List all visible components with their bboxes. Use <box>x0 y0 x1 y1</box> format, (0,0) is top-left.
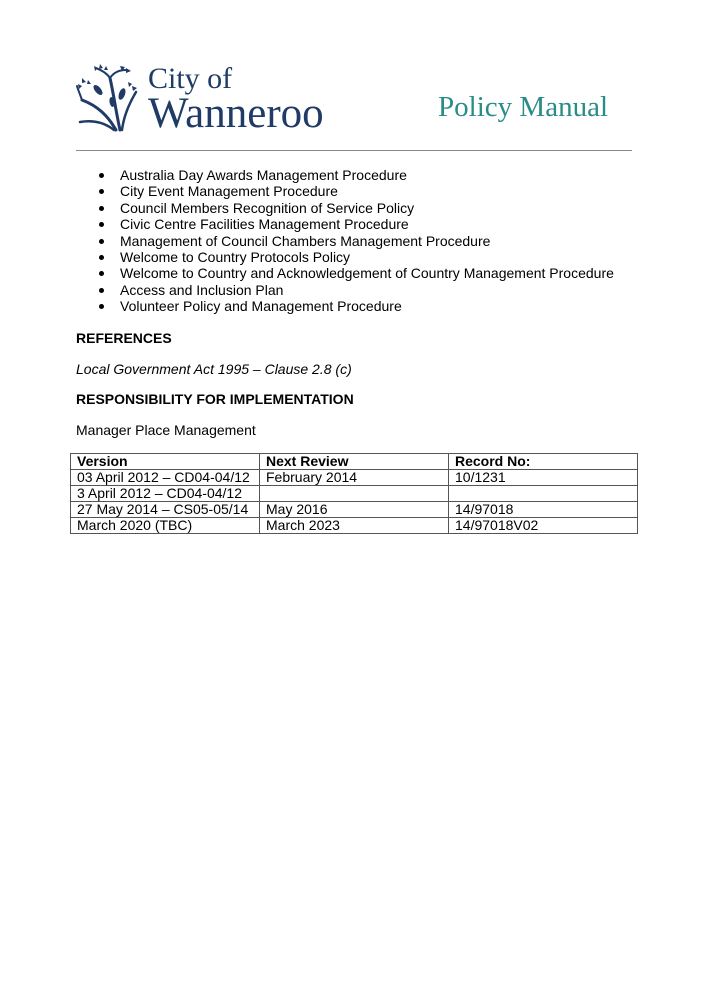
table-cell: 03 April 2012 – CD04-04/12 <box>71 470 260 486</box>
table-header-row <box>71 454 638 470</box>
bullet-icon <box>99 239 104 244</box>
table-cell: 3 April 2012 – CD04-04/12 <box>71 486 260 502</box>
bullet-icon <box>99 271 104 276</box>
column-header-version: Version <box>71 454 260 470</box>
bullet-icon <box>99 222 104 227</box>
table-row <box>71 470 638 486</box>
table-cell: 14/97018 <box>449 502 638 518</box>
list-item-text: Management of Council Chambers Management Procedure <box>120 232 491 249</box>
page-title: Policy Manual <box>438 91 608 123</box>
table-cell: March 2023 <box>260 518 449 534</box>
list-item-text: Welcome to Country Protocols Policy <box>120 249 351 266</box>
list-item-text: Volunteer Policy and Management Procedure <box>120 298 402 315</box>
responsibility-heading: RESPONSIBILITY FOR IMPLEMENTATION <box>76 391 354 407</box>
list-item-text: Australia Day Awards Management Procedure <box>120 167 407 183</box>
list-item-text: City Event Management Procedure <box>120 183 338 200</box>
bullet-icon <box>99 189 104 194</box>
list-item <box>98 233 614 249</box>
table-cell: March 2020 (TBC) <box>71 518 260 534</box>
kangaroo-paw-flower-icon <box>76 64 138 132</box>
list-item <box>98 167 614 183</box>
table-row <box>71 502 638 518</box>
list-item-text: Welcome to Country and Acknowledgement of Country Management Procedure <box>120 265 614 282</box>
list-item <box>98 249 614 265</box>
list-item <box>98 282 614 298</box>
responsibility-text: Manager Place Management <box>76 422 256 438</box>
bullet-icon <box>99 255 104 260</box>
table-cell: 14/97018V02 <box>449 518 638 534</box>
list-item <box>98 298 614 314</box>
logo-wanneroo-text: Wanneroo <box>148 90 324 137</box>
list-item-text: Access and Inclusion Plan <box>120 281 284 298</box>
column-header-record-no: Record No: <box>449 454 638 470</box>
header-divider <box>76 150 632 151</box>
table-cell: 10/1231 <box>449 470 638 486</box>
table-cell: May 2016 <box>260 502 449 518</box>
related-documents-list <box>98 167 614 315</box>
references-heading: REFERENCES <box>76 330 172 346</box>
table-row <box>71 486 638 502</box>
table-cell <box>260 486 449 502</box>
list-item <box>98 216 614 232</box>
column-header-next-review: Next Review <box>260 454 449 470</box>
table-cell: February 2014 <box>260 470 449 486</box>
bullet-icon <box>99 288 104 293</box>
references-text: Local Government Act 1995 – Clause 2.8 (c) <box>76 361 352 377</box>
bullet-icon <box>99 173 104 178</box>
list-item-text: Council Members Recognition of Service Policy <box>120 199 415 216</box>
bullet-icon <box>99 206 104 211</box>
logo-city-text: City of <box>148 62 233 95</box>
list-item <box>98 265 614 281</box>
list-item <box>98 200 614 216</box>
version-history-table <box>70 453 638 534</box>
city-of-wanneroo-logo <box>76 64 326 136</box>
table-cell: 27 May 2014 – CS05-05/14 <box>71 502 260 518</box>
bullet-icon <box>99 304 104 309</box>
list-item <box>98 183 614 199</box>
list-item-text: Civic Centre Facilities Management Procedure <box>120 216 409 233</box>
table-cell <box>449 486 638 502</box>
table-row <box>71 518 638 534</box>
